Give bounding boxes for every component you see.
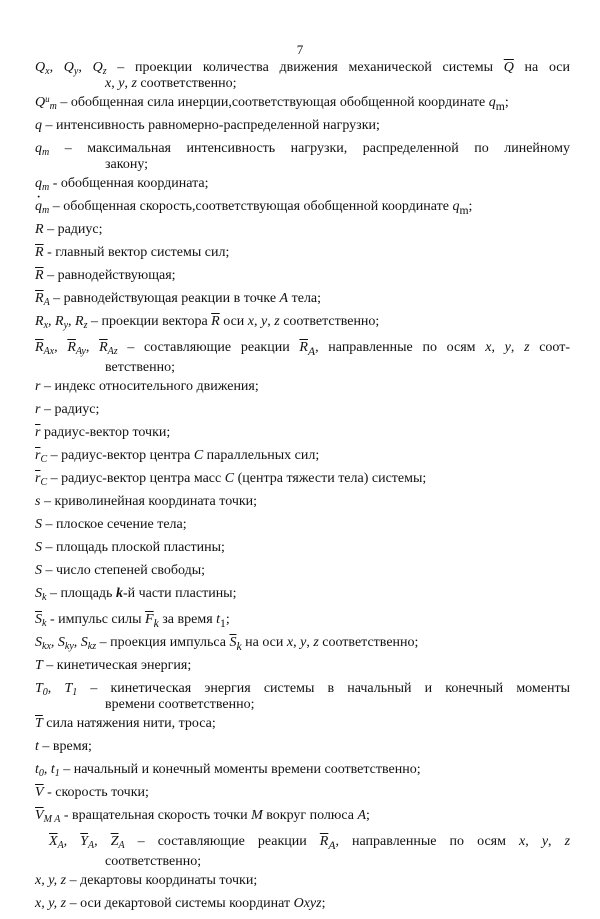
- symbol: $R_x$, $R_y$, $R_z$: [35, 314, 88, 331]
- definition-continuation: соответственно;: [105, 853, 202, 869]
- definition-text: – радиус;: [43, 222, 103, 237]
- definition-text: – максимальная интенсивность нагрузки, распределенной по линейному: [49, 141, 570, 156]
- symbol: $S_{kx}$, $S_{ky}$, $S_{kz}$: [35, 634, 97, 652]
- definition-line: [35, 471, 570, 487]
- symbol: q: [35, 118, 42, 133]
- symbol: $\overline{r}_C$: [35, 470, 48, 488]
- definition-entry: [35, 785, 570, 808]
- definition-entry: [35, 831, 570, 873]
- definition-line: [35, 494, 570, 510]
- symbol: $\overline{R}$: [35, 268, 44, 283]
- definition-line: [35, 222, 570, 238]
- symbol: $\overline{r}$: [35, 424, 41, 440]
- symbol: $\overline{T}$: [35, 715, 43, 731]
- definition-entry: [35, 471, 570, 494]
- definition-text: – криволинейная координата точки;: [40, 493, 258, 509]
- definition-line: [35, 586, 570, 602]
- symbol: $t_0$, $t_1$: [35, 761, 60, 779]
- definition-line: [35, 379, 570, 395]
- definition-text: – составляющие реакции $\overline{R}_A$, направленные по осям x, y, z: [124, 833, 571, 852]
- definition-line: [35, 808, 570, 824]
- definition-text: сила натяжения нити, троса;: [42, 715, 216, 731]
- symbol: · $q_m$: [35, 199, 49, 214]
- symbol: T: [35, 657, 43, 673]
- symbol: $S_k$: [35, 585, 47, 603]
- definition-text: – проекция импульса $\overline{S}_k$ на оси x, y, z соответственно;: [96, 634, 419, 653]
- definition-line: [35, 314, 570, 330]
- symbol: $Q^и_m$: [35, 94, 57, 112]
- definition-text: – кинетическая энергия;: [42, 657, 192, 673]
- definition-entry: [35, 494, 570, 517]
- symbol: t: [35, 738, 39, 754]
- definition-line: [35, 785, 570, 801]
- definition-text: – число степеней свободы;: [42, 562, 206, 578]
- definition-entry: [35, 635, 570, 658]
- definition-entry: [35, 716, 570, 739]
- definition-entry: [35, 448, 570, 471]
- definition-entry: [35, 563, 570, 586]
- definition-continuation: времени соответственно;: [105, 696, 255, 712]
- definition-entry: [35, 222, 570, 245]
- definition-line: [35, 176, 570, 192]
- definition-text: - главный вектор системы сил;: [43, 245, 230, 260]
- symbol: $\overline{R}_{Ax}$, $\overline{R}_{Ay}$, $\overline{R}_{Az}$: [35, 340, 118, 357]
- symbol: S: [35, 562, 42, 578]
- definition-entry: [35, 95, 570, 118]
- definition-line: [35, 540, 570, 556]
- definition-line: [35, 716, 570, 732]
- definition-text: – равнодействующая;: [43, 268, 176, 283]
- definition-entry: [35, 586, 570, 609]
- definition-line: [35, 635, 570, 655]
- definition-line: [35, 245, 570, 261]
- definition-text: - обобщенная координата;: [49, 176, 209, 191]
- definition-text: – оси декартовой системы координат Oxyz;: [66, 895, 326, 911]
- symbol: $\overline{S}_k$: [35, 611, 47, 629]
- inline-symbol: $\overline{Q}$: [503, 60, 514, 75]
- symbol: $q_m$: [35, 176, 50, 193]
- definition-text: – проекции вектора: [87, 314, 212, 329]
- definition-text: – начальный и конечный моменты времени соответственно;: [59, 761, 421, 777]
- definition-entry: [35, 141, 570, 176]
- symbol: $\overline{X}_A$, $\overline{Y}_A$, $\overline{Z}_A$: [49, 833, 125, 851]
- definition-text: - скорость точки;: [43, 784, 149, 800]
- definition-entry: [35, 337, 570, 379]
- definition-entry: [35, 402, 570, 425]
- definition-line: [35, 118, 570, 134]
- definition-entry: [35, 379, 570, 402]
- definition-text: – площадь k-й части пластины;: [46, 585, 237, 601]
- definition-entry: [35, 60, 570, 95]
- definition-text: – плоское сечение тела;: [42, 516, 187, 532]
- definition-entry: [35, 176, 570, 199]
- definition-line: [35, 517, 570, 533]
- symbol: s: [35, 493, 41, 509]
- definition-entry: [35, 896, 570, 919]
- definition-entry: [35, 739, 570, 762]
- definition-line: [35, 199, 570, 219]
- definition-entry: [35, 425, 570, 448]
- definition-entry: [35, 118, 570, 141]
- definition-entry: [35, 517, 570, 540]
- symbol: r: [35, 378, 41, 394]
- definition-line: [35, 141, 570, 157]
- definition-text: – обобщенная сила инерции,соответствующая обобщенной координате $q_m$;: [56, 95, 509, 113]
- symbol: x, y, z: [35, 872, 67, 888]
- definition-line: [35, 402, 570, 418]
- symbol: $\overline{V}$: [35, 784, 44, 800]
- definition-text: – интенсивность равномерно-распределенной нагрузки;: [42, 118, 380, 133]
- inline-symbol: $\overline{R}$: [211, 314, 220, 329]
- definition-line: [35, 873, 570, 889]
- definition-line: [35, 563, 570, 579]
- definition-entry: [35, 540, 570, 563]
- definition-line: [35, 268, 570, 284]
- definition-text: – равнодействующая реакции в точке A тела;: [49, 291, 322, 306]
- definition-line: [35, 340, 570, 360]
- definition-text: - вращательная скорость точки M вокруг полюса A;: [60, 807, 370, 823]
- definition-entry: [35, 609, 570, 635]
- symbol: $Q_x$, $Q_y$, $Q_z$: [35, 60, 107, 77]
- symbol: $\overline{R}$: [35, 245, 44, 260]
- symbol: $\overline{R}_A$: [35, 291, 50, 308]
- definition-line: [35, 95, 570, 115]
- definition-text-tail: на оси: [513, 60, 571, 75]
- definition-entry: [35, 199, 570, 222]
- definition-text: – индекс относительного движения;: [40, 378, 259, 394]
- definition-line: [35, 658, 570, 674]
- definition-line: [35, 448, 570, 464]
- symbol: r: [35, 401, 41, 417]
- definition-entry: [35, 314, 570, 337]
- definition-text: – кинетическая энергия системы в начальный и конечный моменты: [77, 680, 570, 696]
- definition-text-tail: оси x, y, z соответственно;: [219, 314, 380, 329]
- definition-line: [35, 834, 570, 854]
- definition-text: – проекции количества движения механической системы: [106, 60, 504, 75]
- symbol: $q_m$: [35, 141, 50, 158]
- definition-text: – радиус-вектор центра масс C (центра тяжести тела) системы;: [47, 470, 427, 486]
- definition-text: – время;: [38, 738, 92, 754]
- definition-continuation: x, y, z соответственно;: [105, 76, 237, 91]
- definition-entry: [35, 808, 570, 831]
- definition-entry: [35, 658, 570, 681]
- definition-continuation: ветственно;: [105, 359, 175, 375]
- symbol: $\overline{V}_{M A}$: [35, 807, 61, 825]
- definition-continuation: закону;: [105, 157, 149, 172]
- definition-line: [35, 425, 570, 441]
- symbol: $\overline{r}_C$: [35, 447, 48, 465]
- symbol: S: [35, 539, 42, 555]
- definition-line: [35, 612, 570, 632]
- symbol: S: [35, 516, 42, 532]
- definition-line: [35, 762, 570, 778]
- definition-text: – обобщенная скорость,соответствующая обобщенной координате $q_m$;: [49, 199, 473, 217]
- definition-text: - импульс силы $\overline{F}_k$ за время $t_1$;: [46, 611, 230, 630]
- definition-text: – радиус;: [40, 401, 100, 417]
- symbol: $T_0$, $T_1$: [35, 680, 78, 698]
- definition-entry: [35, 762, 570, 785]
- definition-entry: [35, 873, 570, 896]
- symbol: R: [35, 222, 44, 237]
- definition-text: радиус-вектор точки;: [40, 424, 171, 440]
- symbol: x, y, z: [35, 895, 67, 911]
- definitions-list: [35, 60, 570, 919]
- definition-entry: [35, 291, 570, 314]
- definition-entry: [35, 245, 570, 268]
- definition-text: – составляющие реакции $\overline{R}_A$, направленные по осям x, y, z соот-: [117, 340, 571, 358]
- definition-line: [35, 291, 570, 307]
- definition-text: – декартовы координаты точки;: [66, 872, 258, 888]
- definition-text: – площадь плоской пластины;: [42, 539, 225, 555]
- definition-text: – радиус-вектор центра C параллельных сил;: [47, 447, 320, 463]
- definition-line: [35, 681, 570, 697]
- definition-entry: [35, 268, 570, 291]
- page-number: 7: [296, 42, 304, 57]
- definition-line: [35, 739, 570, 755]
- definition-line: [35, 896, 570, 912]
- definition-line: [35, 60, 570, 76]
- definition-entry: [35, 681, 570, 716]
